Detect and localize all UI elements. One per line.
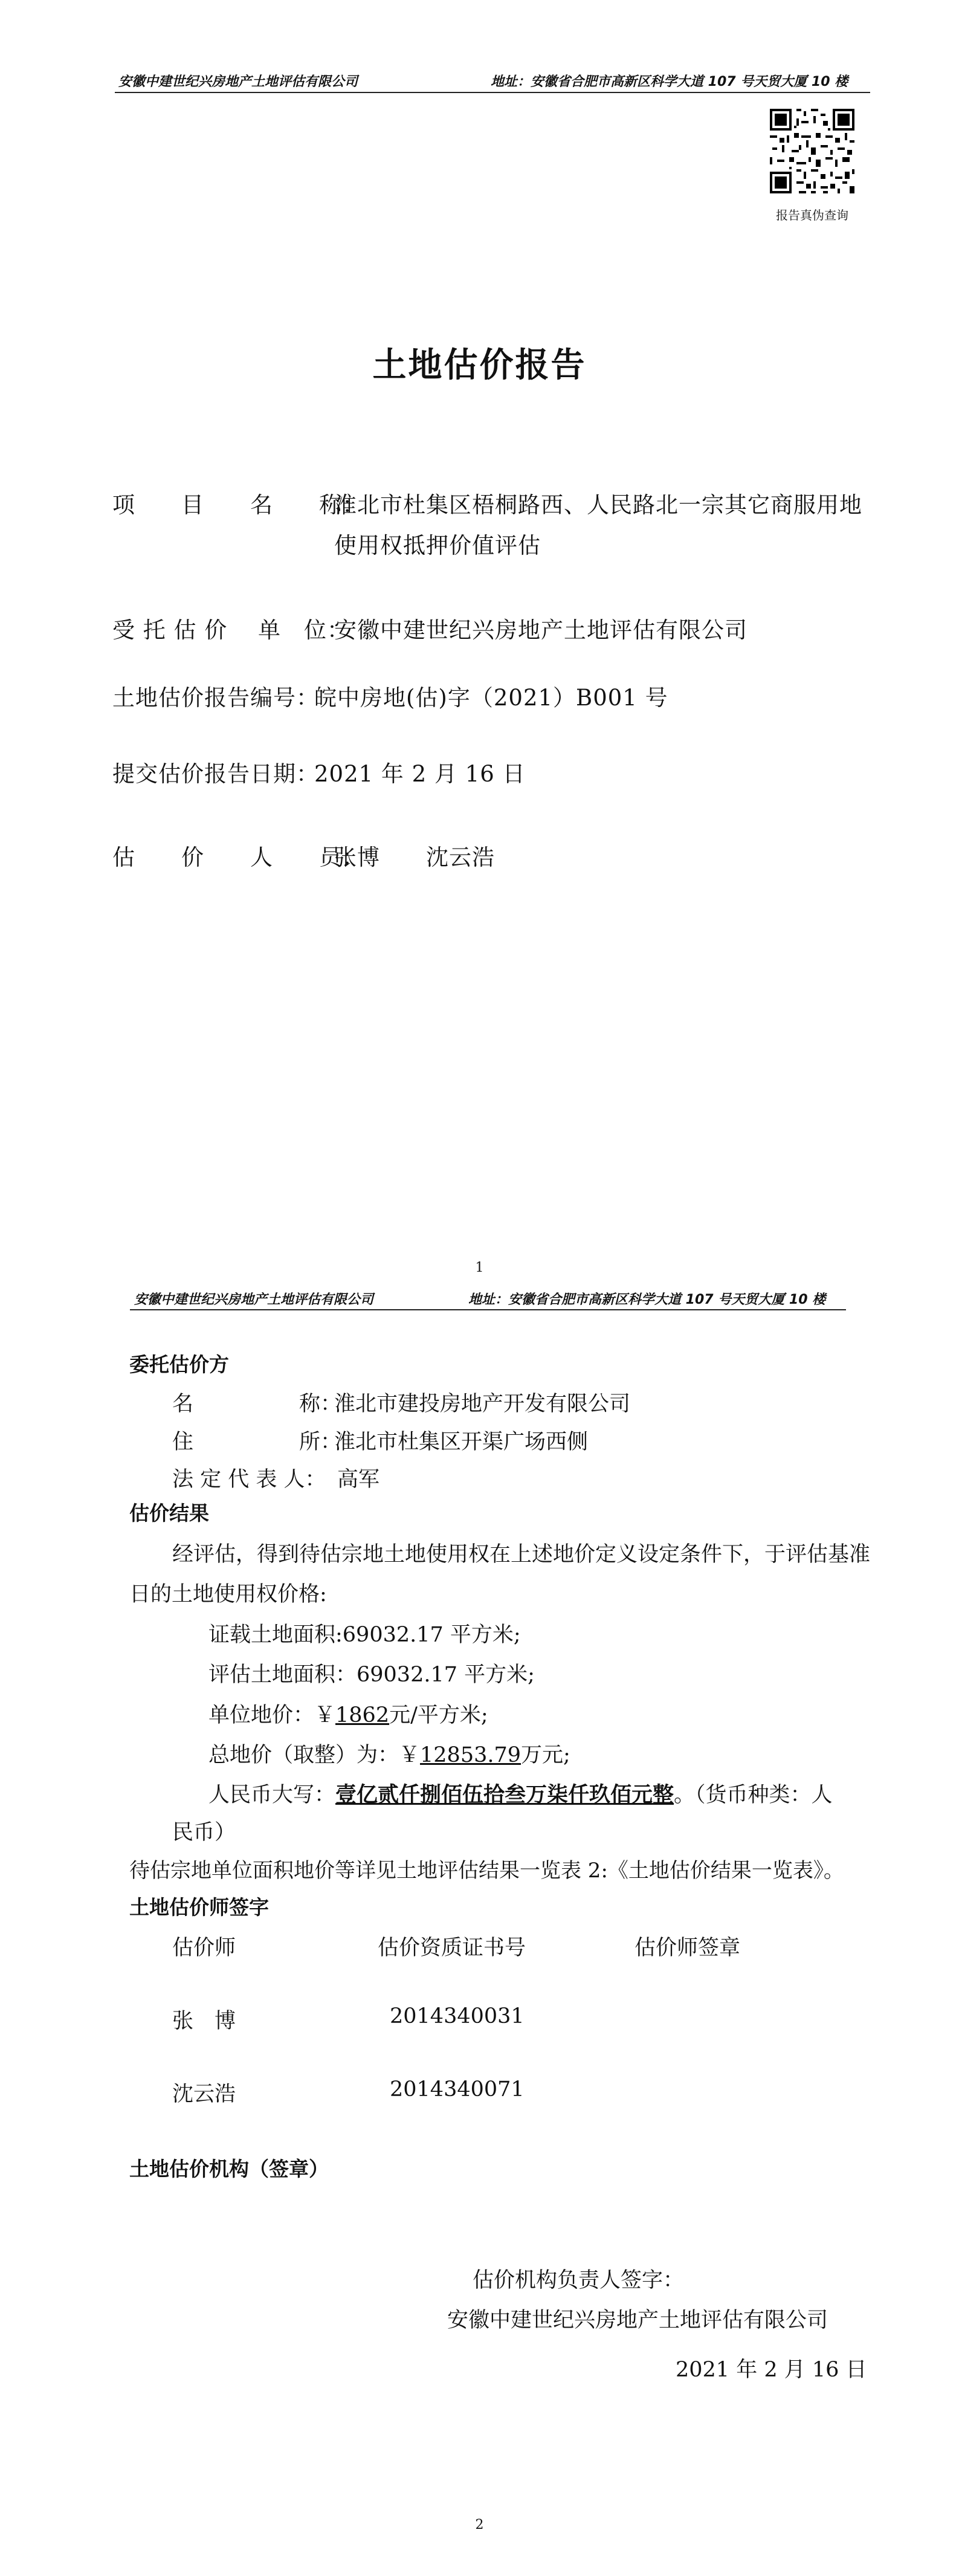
header-rule <box>115 92 870 93</box>
unit-price-value: 1862 <box>335 1703 390 1727</box>
result-paragraph-line2: 日的土地使用权价格: <box>129 1582 327 1607</box>
client-label: 受 托 估 价 单 位： <box>112 617 350 643</box>
signers-section-title: 土地估价师签字 <box>129 1895 269 1919</box>
org-sign-label: 估价机构负责人签字： <box>473 2268 685 2293</box>
org-section-title: 土地估价机构（签章） <box>129 2157 329 2181</box>
client-value: 安徽中建世纪兴房地产土地评估有限公司 <box>334 617 748 643</box>
submit-date-label: 提交估价报告日期： <box>112 761 319 787</box>
cert-area: 证载土地面积:69032.17 平方米; <box>208 1623 521 1647</box>
appraisers-label: 估 价 人 员： <box>112 844 365 870</box>
client-address-value: 淮北市杜集区开渠广场西侧 <box>334 1430 589 1454</box>
client-section-title: 委托估价方 <box>129 1353 229 1376</box>
legal-rep-value: 高军 <box>337 1468 380 1492</box>
eval-area: 评估土地面积：69032.17 平方米; <box>208 1663 535 1687</box>
rmb-line2: 民币） <box>172 1820 236 1845</box>
rmb-suffix: 。（货币种类：人 <box>674 1783 833 1807</box>
rmb-value: 壹亿贰仟捌佰伍拾叁万柒仟玖佰元整 <box>335 1782 674 1807</box>
signer-cert: 2014340071 <box>390 2077 525 2102</box>
appraisers-value: 张博 沈云浩 <box>334 844 495 870</box>
project-label: 项 目 名 称： <box>112 492 365 518</box>
signer-name: 张 博 <box>172 2009 236 2033</box>
header-address: 地址：安徽省合肥市高新区科学大道 107 号天贸大厦 10 楼 <box>491 74 848 89</box>
sign-date: 2021 年 2 月 16 日 <box>676 2358 867 2382</box>
result-section-title: 估价结果 <box>129 1501 209 1525</box>
col-seal: 估价师签章 <box>634 1936 741 1960</box>
signer-row <box>172 2004 236 2034</box>
col-appraiser: 估价师 <box>172 1936 236 1960</box>
page-number-1: 1 <box>475 1260 484 1275</box>
signer-cert: 2014340031 <box>390 2004 525 2028</box>
col-cert: 估价资质证书号 <box>378 1936 526 1960</box>
page-number-2: 2 <box>475 2517 484 2532</box>
header-company: 安徽中建世纪兴房地产土地评估有限公司 <box>118 74 358 89</box>
header-address-p2: 地址：安徽省合肥市高新区科学大道 107 号天贸大厦 10 楼 <box>468 1292 826 1307</box>
header-rule-p2 <box>130 1309 846 1310</box>
unit-price <box>208 1698 488 1729</box>
project-value-line2: 使用权抵押价值评估 <box>334 532 541 558</box>
header-company-p2: 安徽中建世纪兴房地产土地评估有限公司 <box>134 1292 374 1307</box>
qr-caption: 报告真伪查询 <box>776 208 848 222</box>
total-price-label: 总地价（取整）为：￥ <box>208 1743 421 1767</box>
unit-price-label: 单位地价：￥ <box>208 1703 336 1727</box>
qr-code[interactable] <box>767 106 857 196</box>
rmb-amount <box>208 1778 833 1808</box>
client-address-label: 住 所： <box>172 1430 342 1454</box>
result-paragraph-line1: 经评估，得到待估宗地土地使用权在上述地价定义设定条件下，于评估基准 <box>172 1542 871 1567</box>
client-name-value: 淮北市建投房地产开发有限公司 <box>334 1392 631 1416</box>
report-number-value: 皖中房地(估)字（2021）B001 号 <box>314 685 668 711</box>
unit-price-unit: 元/平方米; <box>389 1703 488 1727</box>
report-number-label: 土地估价报告编号： <box>112 685 319 711</box>
client-name-label: 名 称： <box>172 1392 342 1416</box>
total-price-value: 12853.79 <box>420 1743 521 1767</box>
report-title: 土地估价报告 <box>372 346 587 385</box>
signer-row <box>172 2077 236 2108</box>
rmb-label: 人民币大写： <box>208 1783 336 1807</box>
submit-date-value: 2021 年 2 月 16 日 <box>314 761 526 787</box>
signer-name: 沈云浩 <box>172 2082 236 2106</box>
legal-rep-label: 法 定 代 表 人： <box>172 1468 326 1492</box>
org-name: 安徽中建世纪兴房地产土地评估有限公司 <box>447 2308 828 2332</box>
project-value-line1: 淮北市杜集区梧桐路西、人民路北一宗其它商服用地 <box>334 492 862 518</box>
total-price-unit: 万元; <box>521 1743 570 1767</box>
detail-note: 待估宗地单位面积地价等详见土地评估结果一览表 2:《土地估价结果一览表》。 <box>129 1859 844 1883</box>
total-price <box>208 1738 570 1769</box>
